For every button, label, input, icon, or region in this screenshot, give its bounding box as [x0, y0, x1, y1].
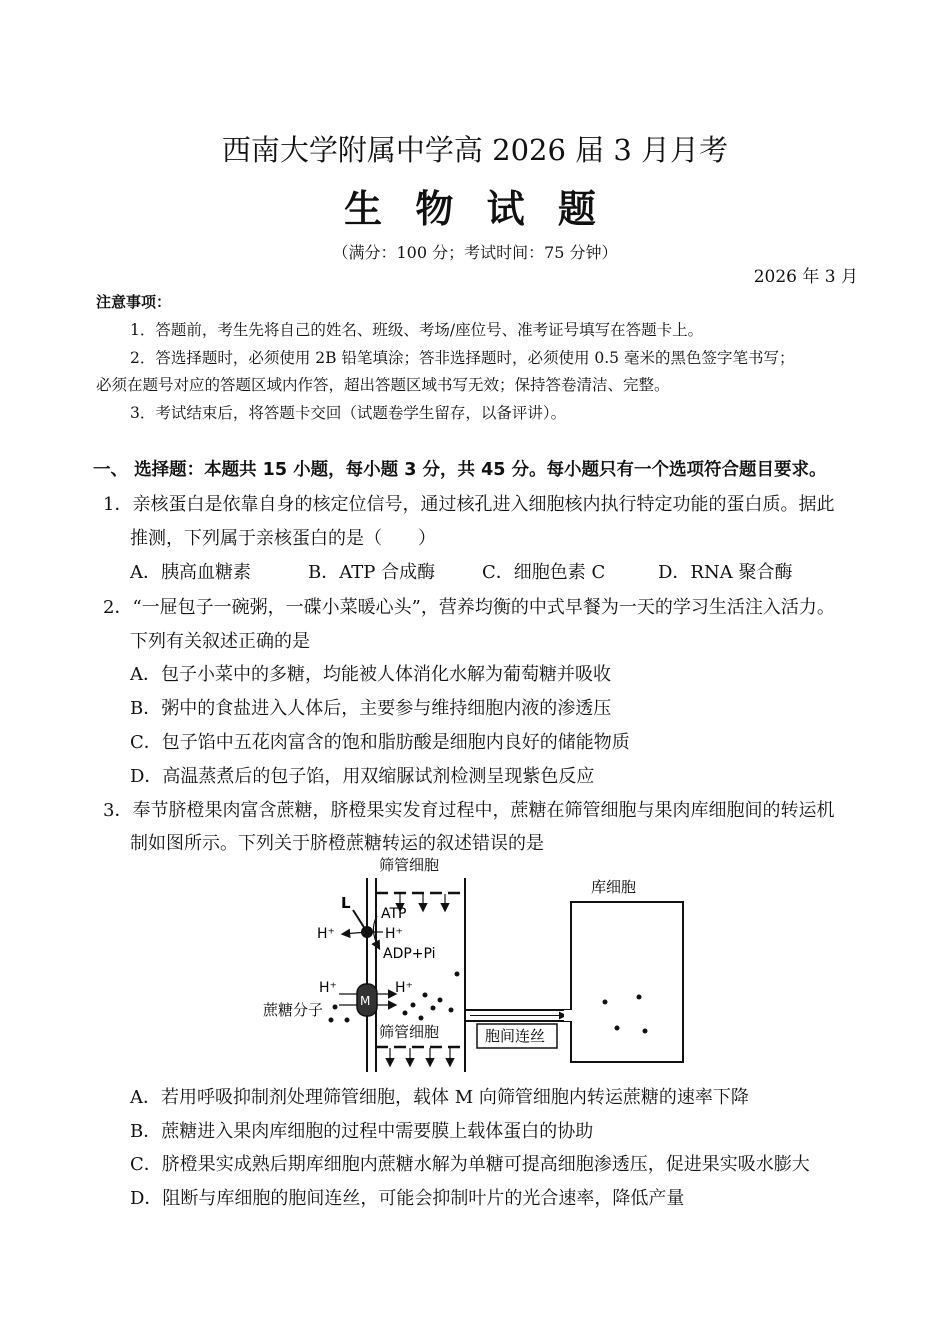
question-2-option-b: B．粥中的食盐进入人体后，主要参与维持细胞内液的渗透压 — [130, 698, 612, 719]
label-sieve-top: 筛管细胞 — [379, 856, 440, 874]
label-plasmodesmata: 胞间连丝 — [485, 1027, 546, 1045]
label-h-outer-2: H⁺ — [319, 980, 337, 996]
question-3-stem-line: 3．奉节脐橙果肉富含蔗糖，脐橙果实发育过程中，蔗糖在筛管细胞与果肉库细胞间的转运机 — [103, 800, 835, 821]
question-2-option-d: D．高温蒸煮后的包子馅，用双缩脲试剂检测呈现紫色反应 — [130, 766, 595, 787]
flow-arrows-bottom — [390, 1048, 450, 1065]
question-3-option-d: D．阻断与库细胞的胞间连丝，可能会抑制叶片的光合速率，降低产量 — [130, 1188, 685, 1209]
sucrose-dots-outside — [329, 1005, 350, 1023]
question-3-option-a: A．若用呼吸抑制剂处理筛管细胞，载体 M 向筛管细胞内转运蔗糖的速率下降 — [130, 1087, 749, 1108]
label-h-outer-1: H⁺ — [317, 926, 335, 942]
question-3-option-b: B．蔗糖进入果肉库细胞的过程中需要膜上载体蛋白的协助 — [130, 1121, 594, 1142]
label-sieve-bottom: 筛管细胞 — [379, 1023, 440, 1041]
question-2-option-a: A．包子小菜中的多糖，均能被人体消化水解为葡萄糖并吸收 — [130, 664, 611, 685]
question-2-stem-line: 下列有关叙述正确的是 — [130, 631, 310, 652]
flow-arrows-top — [400, 894, 445, 910]
question-1-option-a: A．胰高血糖素 — [130, 562, 251, 583]
question-2-option-c: C．包子馅中五花肉富含的饱和脂肪酸是细胞内良好的储能物质 — [130, 732, 630, 753]
subject-title: 生 物 试 题 — [344, 187, 606, 231]
label-adp-pi: ADP+Pi — [383, 946, 436, 962]
question-3-option-c: C．脐橙果实成熟后期库细胞内蔗糖水解为单糖可提高细胞渗透压，促进果实吸水膨大 — [130, 1154, 810, 1175]
school-title: 西南大学附属中学高 2026 届 3 月月考 — [221, 133, 729, 167]
label-M: M — [360, 994, 371, 1008]
label-h-inner-2: H⁺ — [395, 980, 413, 996]
notice-item: 3．考试结束后，将答题卡交回（试题卷学生留存，以备评讲）。 — [130, 404, 567, 422]
notice-heading: 注意事项： — [96, 293, 172, 311]
exam-meta: （满分：100 分；考试时间：75 分钟） — [332, 243, 618, 262]
question-3-stem-line: 制如图所示。下列关于脐橙蔗糖转运的叙述错误的是 — [130, 833, 544, 854]
notice-item: 2．答选择题时，必须使用 2B 铅笔填涂；答非选择题时，必须使用 0.5 毫米的黑色签字笔书写； — [130, 349, 795, 367]
label-L: L — [341, 894, 351, 912]
question-1-option-c: C．细胞色素 C — [482, 562, 606, 583]
notice-item: 必须在题号对应的答题区域内作答，超出答题区域书写无效；保持答卷清洁、完整。 — [96, 376, 670, 394]
question-1-option-d: D．RNA 聚合酶 — [658, 562, 793, 583]
sucrose-transport-diagram — [255, 850, 695, 1075]
notice-item: 1．答题前，考生先将自己的姓名、班级、考场/座位号、准考证号填写在答题卡上。 — [130, 321, 704, 339]
label-atp: ATP — [381, 906, 407, 922]
question-1-stem-line: 1．亲核蛋白是依靠自身的核定位信号，通过核孔进入细胞核内执行特定功能的蛋白质。据此 — [103, 494, 835, 515]
label-h-inner-1: H⁺ — [385, 926, 403, 942]
section-heading: 一、 选择题：本题共 15 小题，每小题 3 分，共 45 分。每小题只有一个选项符合题目要求。 — [93, 460, 827, 480]
exam-date: 2026 年 3 月 — [753, 267, 858, 287]
question-1-option-b: B．ATP 合成酶 — [308, 562, 436, 583]
sink-cell — [571, 902, 683, 1062]
label-sink-cell: 库细胞 — [591, 878, 637, 896]
question-2-stem-line: 2．“一屉包子一碗粥，一碟小菜暖心头”，营养均衡的中式早餐为一天的学习生活注入活力。 — [103, 597, 835, 618]
sucrose-dots-sieve — [403, 972, 460, 1021]
question-1-stem-line: 推测，下列属于亲核蛋白的是（ ） — [130, 528, 436, 549]
label-sucrose: 蔗糖分子 — [263, 1001, 324, 1019]
